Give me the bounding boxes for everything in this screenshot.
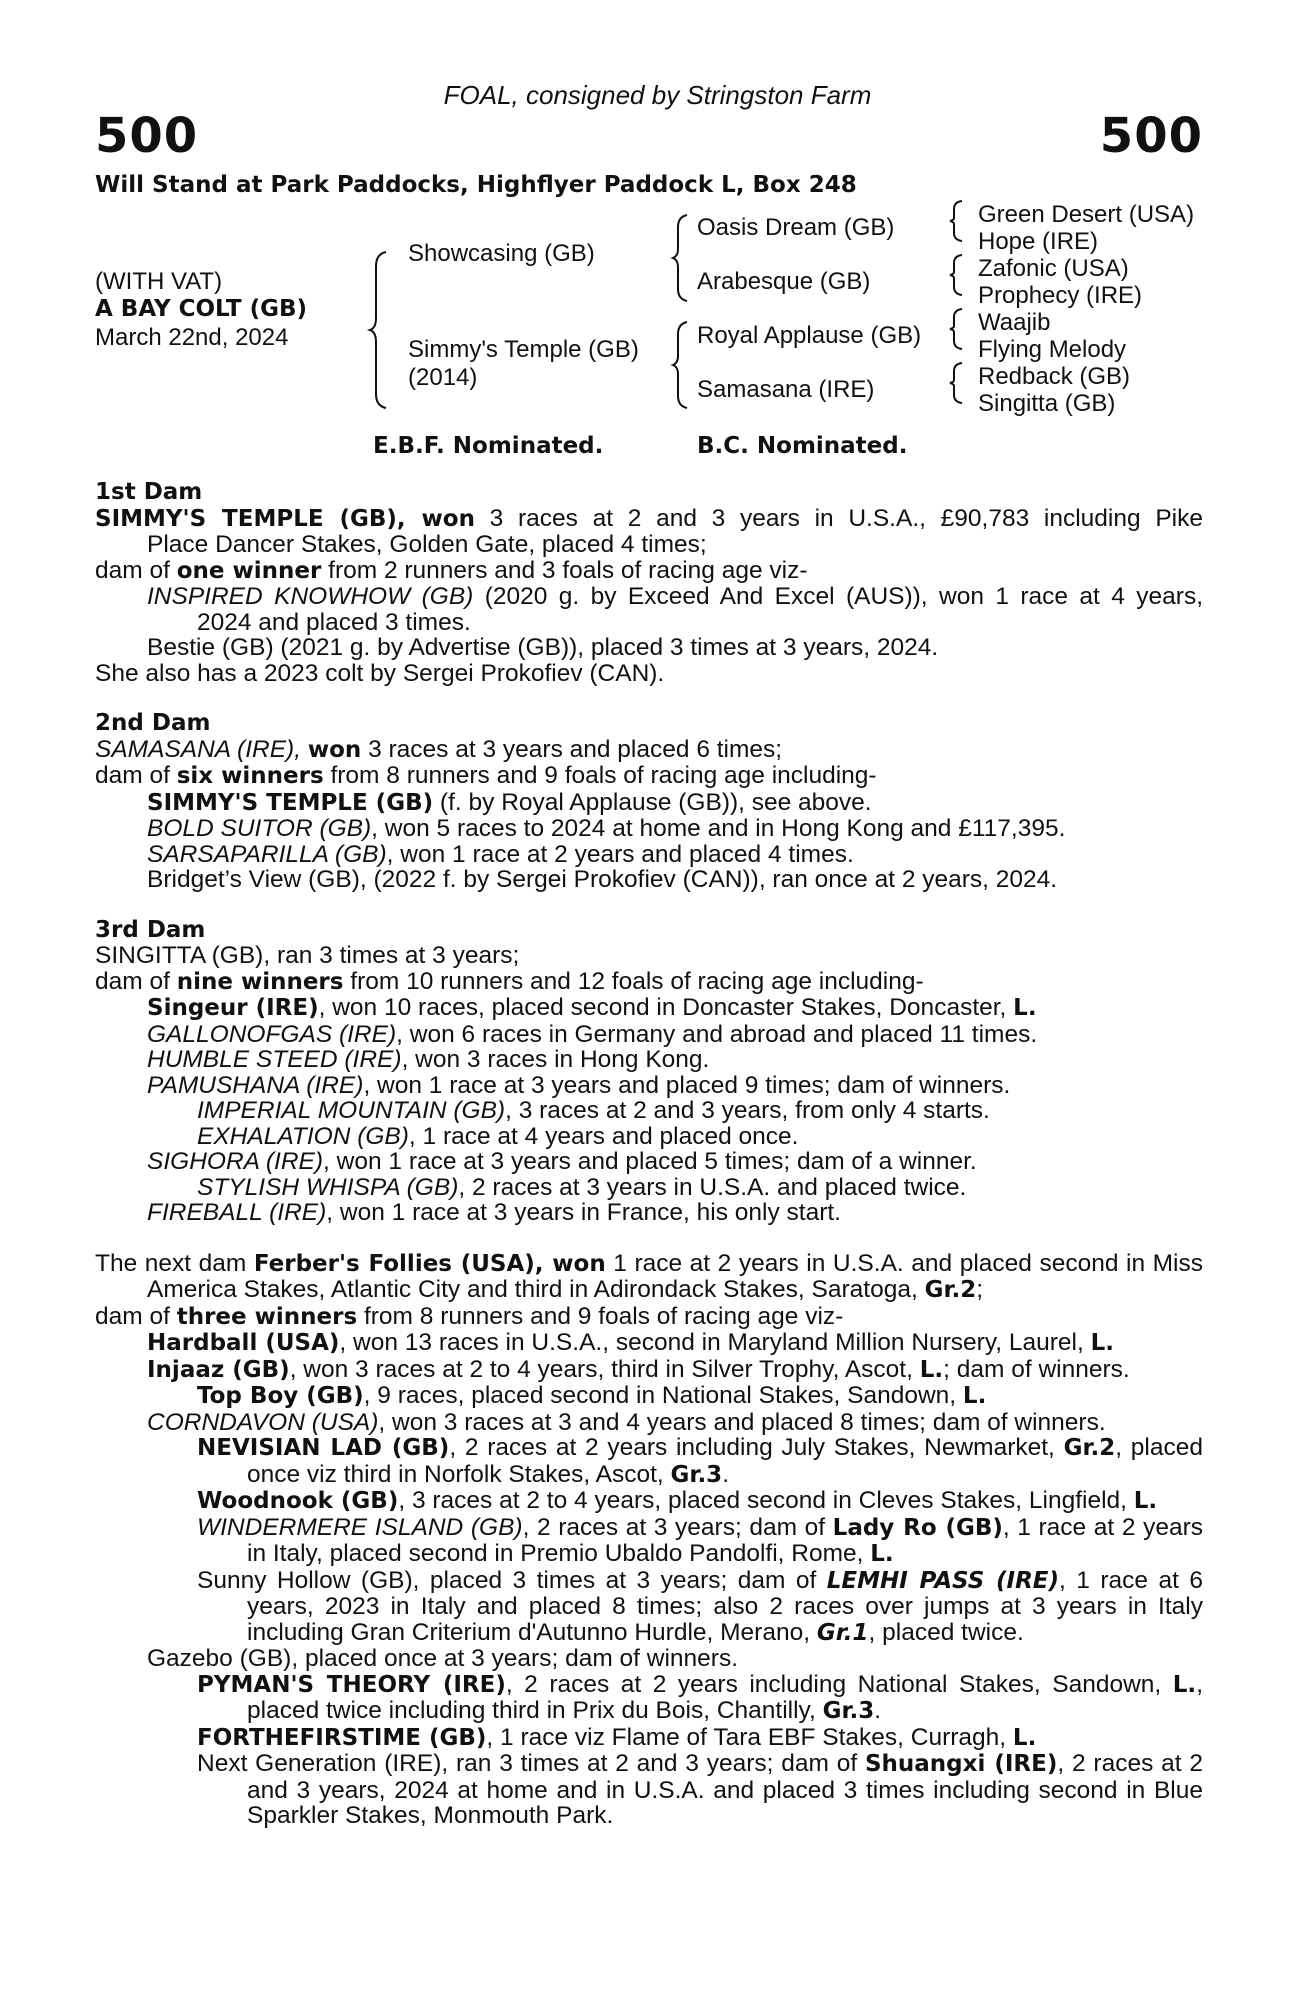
next-dam-line: Hardball (USA), won 13 races in U.S.A., second in Maryland Million Nursery, Laurel, L. [147, 1329, 1115, 1356]
third-dam-line: Singeur (IRE), won 10 races, placed second in Doncaster Stakes, Doncaster, L. [147, 994, 1037, 1021]
next-dam-paragraph: The next dam Ferber's Follies (USA), won 1 race at 2 years in U.S.A. and placed second in Miss America Stakes, Atlantic City and third in Adirondack Stakes, Saratoga, Gr.2; [95, 1249, 1203, 1303]
ebf-nominated: E.B.F. Nominated. [373, 433, 604, 459]
third-dam-line: PAMUSHANA (IRE), won 1 race at 3 years and placed 9 times; dam of winners. [147, 1071, 1011, 1099]
pedigree-brace-g4-3 [950, 309, 964, 349]
catalogue-body [95, 480, 1203, 1829]
next-dam-paragraph: PYMAN'S THEORY (IRE), 2 races at 2 years including National Stakes, Sandown, L., placed twice including third in Prix du Bois, Chantilly, Gr.3. [197, 1670, 1203, 1724]
next-dam-line: Woodnook (GB), 3 races at 2 to 4 years, placed second in Cleves Stakes, Lingfield, L. [197, 1487, 1158, 1514]
ancestor-flying-melody: Flying Melody [978, 336, 1127, 363]
next-dam-paragraph: WINDERMERE ISLAND (GB), 2 races at 3 years; dam of Lady Ro (GB), 1 race at 2 years in Italy, placed second in Premio Ubaldo Pandolfi, Rome, L. [197, 1513, 1203, 1567]
next-dam-line: Injaaz (GB), won 3 races at 2 to 4 years, third in Silver Trophy, Ascot, L.; dam of winners. [147, 1355, 1130, 1383]
third-dam-line: HUMBLE STEED (IRE), won 3 races in Hong Kong. [147, 1046, 710, 1073]
ancestor-hope: Hope (IRE) [978, 228, 1099, 255]
third-dam-line: STYLISH WHISPA (GB), 2 races at 3 years in U.S.A. and placed twice. [197, 1173, 967, 1201]
pedigree-brace-sire [673, 215, 689, 301]
next-dam-line: dam of three winners from 8 runners and 9 foals of racing age viz- [95, 1302, 844, 1330]
sire-name: Showcasing (GB) [408, 240, 595, 267]
pedigree-brace-dam [673, 322, 689, 408]
second-dam-heading: 2nd Dam [95, 710, 211, 736]
third-dam-line: dam of nine winners from 10 runners and 12 foals of racing age including- [95, 967, 924, 995]
next-dam-line: Gazebo (GB), placed once at 3 years; dam of winners. [147, 1645, 739, 1672]
first-dam-heading: 1st Dam [95, 479, 203, 505]
ancestor-green-desert: Green Desert (USA) [978, 201, 1195, 228]
stabling-location: Will Stand at Park Paddocks, Highflyer Paddock L, Box 248 [95, 172, 857, 198]
lot-title: A BAY COLT (GB) [95, 296, 308, 322]
ancestor-waajib: Waajib [978, 309, 1051, 336]
third-dam-line: IMPERIAL MOUNTAIN (GB), 3 races at 2 and 3 years, from only 4 starts. [197, 1097, 990, 1124]
vat-note: (WITH VAT) [95, 268, 223, 295]
foaling-date: March 22nd, 2024 [95, 324, 289, 351]
first-dam-line: dam of one winner from 2 runners and 3 foals of racing age viz- [95, 556, 808, 584]
dam-sire: Royal Applause (GB) [697, 322, 922, 349]
consignor-line: FOAL, consigned by Stringston Farm [443, 80, 872, 110]
second-dam-line: SIMMY'S TEMPLE (GB) (f. by Royal Applause (GB)), see above. [147, 788, 872, 816]
third-dam-line: EXHALATION (GB), 1 race at 4 years and placed once. [197, 1122, 799, 1150]
next-dam-line: FORTHEFIRSTIME (GB), 1 race viz Flame of Tara EBF Stakes, Curragh, L. [197, 1723, 1037, 1751]
next-dam-paragraph: Next Generation (IRE), ran 3 times at 2 and 3 years; dam of Shuangxi (IRE), 2 races at 2 and 3 years, 2024 at home and in U.S.A. and placed 3 times including second in Blue Sparkler Stakes, Monmouth Park. [197, 1750, 1203, 1829]
third-dam-line: GALLONOFGAS (IRE), won 6 races in Germany and abroad and placed 11 times. [147, 1020, 1038, 1048]
next-dam-paragraph: Sunny Hollow (GB), placed 3 times at 3 years; dam of LEMHI PASS (IRE), 1 race at 6 years, 2023 in Italy and placed 8 times; also 2 races over jumps at 3 years in Italy including Gran Criterium d'Autunno Hurdle, Merano, Gr.1, placed twice. [197, 1566, 1203, 1646]
second-dam-line: BOLD SUITOR (GB), won 5 races to 2024 at home and in Hong Kong and £117,395. [147, 815, 1066, 842]
first-dam-line: SIMMY'S TEMPLE (GB), won 3 races at 2 and 3 years in U.S.A., £90,783 including Pike [95, 504, 1203, 532]
ancestor-zafonic: Zafonic (USA) [978, 255, 1129, 282]
dam-dam: Samasana (IRE) [697, 376, 875, 403]
ancestor-prophecy: Prophecy (IRE) [978, 282, 1143, 309]
second-dam-line: dam of six winners from 8 runners and 9 foals of racing age including- [95, 762, 877, 789]
first-dam-line: She also has a 2023 colt by Sergei Prokofiev (CAN). [95, 659, 665, 687]
pedigree-brace-g4-4 [950, 363, 964, 403]
second-dam-line: Bridget’s View (GB), (2022 f. by Sergei Prokofiev (CAN)), ran once at 2 years, 2024. [147, 866, 1058, 893]
next-dam-line: CORNDAVON (USA), won 3 races at 3 and 4 years and placed 8 times; dam of winners. [147, 1408, 1106, 1436]
sire-dam: Arabesque (GB) [697, 268, 871, 295]
second-dam-line: SAMASANA (IRE), won 3 races at 3 years and placed 6 times; [95, 735, 783, 763]
pedigree-brace-g4-2 [950, 255, 964, 295]
ancestor-singitta: Singitta (GB) [978, 390, 1116, 417]
sire-sire: Oasis Dream (GB) [697, 214, 895, 241]
third-dam-line: SIGHORA (IRE), won 1 race at 3 years and placed 5 times; dam of a winner. [147, 1148, 977, 1175]
pedigree-brace-g4-1 [950, 201, 964, 241]
ancestor-redback: Redback (GB) [978, 363, 1131, 390]
bc-nominated: B.C. Nominated. [697, 433, 908, 459]
next-dam-paragraph: NEVISIAN LAD (GB), 2 races at 2 years including July Stakes, Newmarket, Gr.2, placed once viz third in Norfolk Stakes, Ascot, Gr.3. [197, 1434, 1203, 1488]
pedigree-brace-main [370, 252, 388, 408]
dam-name: Simmy's Temple (GB) [408, 336, 639, 363]
first-dam-line: INSPIRED KNOWHOW (GB) (2020 g. by Exceed And Excel (AUS)), won 1 race at 4 years, [147, 583, 1203, 610]
second-dam-line: SARSAPARILLA (GB), won 1 race at 2 years and placed 4 times. [147, 840, 854, 868]
first-dam-line: Bestie (GB) (2021 g. by Advertise (GB)), placed 3 times at 3 years, 2024. [147, 634, 939, 661]
third-dam-line: FIREBALL (IRE), won 1 race at 3 years in France, his only start. [147, 1199, 841, 1226]
third-dam-heading: 3rd Dam [95, 916, 206, 943]
dam-year: (2014) [408, 364, 478, 391]
lot-number-right: 500 [1099, 108, 1203, 164]
lot-number-left: 500 [95, 108, 199, 164]
next-dam-line: Top Boy (GB), 9 races, placed second in National Stakes, Sandown, L. [197, 1382, 987, 1409]
third-dam-line: SINGITTA (GB), ran 3 times at 3 years; [95, 942, 520, 969]
first-dam-line: 2024 and placed 3 times. [197, 608, 471, 636]
first-dam-line: Place Dancer Stakes, Golden Gate, placed 4 times; [147, 531, 707, 558]
